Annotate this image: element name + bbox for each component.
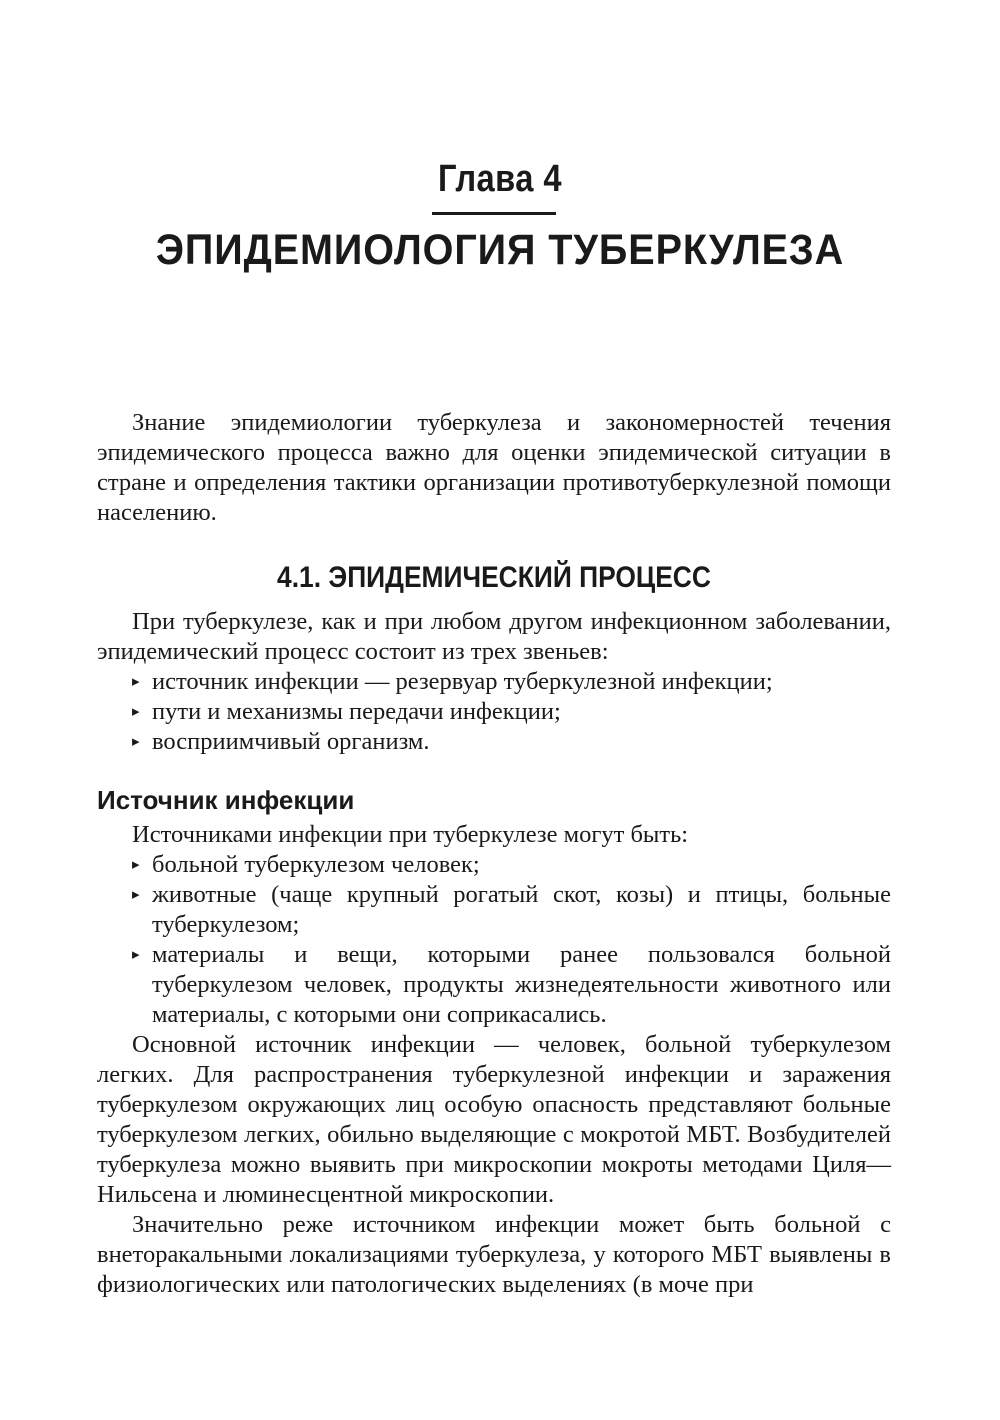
transmission-links-list — [97, 667, 891, 757]
bullet-icon: ▸ — [132, 887, 140, 903]
list-item-text: животные (чаще крупный рогатый скот, козы) и птицы, больные туберкулезом; — [152, 881, 891, 938]
list-item — [97, 727, 891, 757]
list-item — [97, 697, 891, 727]
page-body — [97, 408, 891, 1300]
list-item-text: восприимчивый организм. — [152, 728, 430, 755]
list-item-text: пути и механизмы передачи инфекции; — [152, 698, 561, 725]
section-lead-paragraph: При туберкулезе, как и при любом другом инфекционном заболевании, эпидемический процесс состоит из трех звеньев: — [97, 608, 891, 665]
subsection-heading: Источник инфекции — [97, 785, 355, 815]
infection-sources-list — [97, 850, 891, 1030]
bullet-icon: ▸ — [132, 734, 140, 750]
list-item-text: источник инфекции — резервуар туберкулезной инфекции; — [152, 668, 773, 695]
section-heading: 4.1. ЭПИДЕМИЧЕСКИЙ ПРОЦЕСС — [277, 561, 711, 594]
list-item — [97, 850, 891, 880]
chapter-label: Глава 4 — [438, 158, 562, 200]
list-item-text: материалы и вещи, которыми ранее пользовался больной туберкулезом человек, продукты жизнедеятельности животного или материалы, с которыми они соприкасались. — [152, 941, 891, 1028]
chapter-title: ЭПИДЕМИОЛОГИЯ ТУБЕРКУЛЕЗА — [155, 226, 845, 274]
bullet-icon: ▸ — [132, 704, 140, 720]
bullet-icon: ▸ — [132, 674, 140, 690]
intro-paragraph: Знание эпидемиологии туберкулеза и закономерностей течения эпидемического процесса важно для оценки эпидемической ситуации в стране и определения тактики организации противотуберкулезной помощи населению. — [97, 409, 891, 526]
body-paragraph: Значительно реже источником инфекции может быть больной с внеторакальными локализациями туберкулеза, у которого МБТ выявлены в физиологических или патологических выделениях (в моче при — [97, 1211, 891, 1298]
list-item — [97, 940, 891, 1030]
body-paragraph: Основной источник инфекции — человек, больной туберкулезом легких. Для распространения туберкулезной инфекции и заражения туберкулезом окружающих лиц особую опасность представляют больные туберкулезом легких, обильно выделяющие с мокротой МБТ. Возбудителей туберкулеза можно выявить при микроскопии мокроты методами Циля—Нильсена и люминесцентной микроскопии. — [97, 1031, 891, 1208]
list-item-text: больной туберкулезом человек; — [152, 851, 480, 878]
list-item — [97, 667, 891, 697]
bullet-icon: ▸ — [132, 857, 140, 873]
list-item — [97, 880, 891, 940]
chapter-underline — [432, 212, 556, 215]
subsection-lead-paragraph: Источниками инфекции при туберкулезе могут быть: — [132, 821, 689, 848]
bullet-icon: ▸ — [132, 947, 140, 963]
